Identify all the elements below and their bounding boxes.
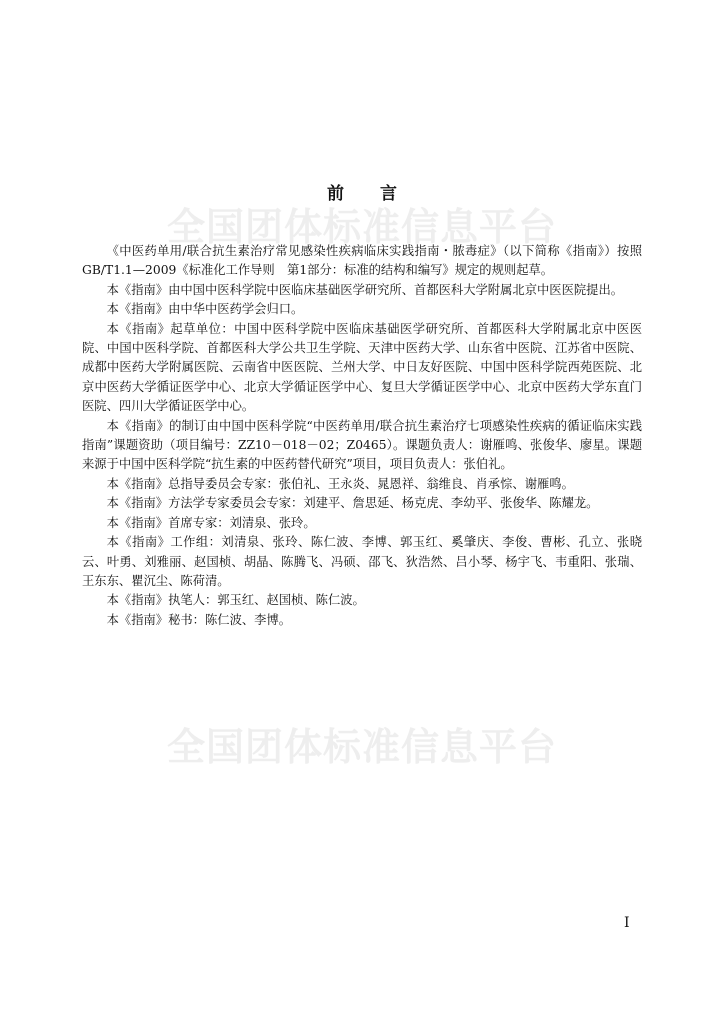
preface-body — [82, 242, 642, 630]
paragraph-proposer: 本《指南》由中国中医科学院中医临床基础医学研究所、首都医科大学附属北京中医医院提出。 — [106, 282, 624, 297]
paragraph-drafting-units: 本《指南》起草单位：中国中医科学院中医临床基础医学研究所、首都医科大学附属北京中医医院、中国中医科学院、首都医科大学公共卫生学院、天津中医药大学、山东省中医院、江苏省中医院、成都中医药大学附属医院、云南省中医医院、兰州大学、中日友好医院、中国中医科学院西苑医院、北京中医药大学循证医学中心、北京大学循证医学中心、复旦大学循证医学中心、北京中医药大学东直门医院、四川大学循证医学中心。 — [82, 321, 642, 414]
paragraph-funding: 本《指南》的制订由中国中医科学院“中医药单用/联合抗生素治疗七项感染性疾病的循证临床实践指南”课题资助（项目编号：ZZ10－018－02；Z0465）。课题负责人：谢雁鸣、张俊华、廖星。课题来源于中国中医科学院“抗生素的中医药替代研究”项目，项目负责人：张伯礼。 — [82, 418, 642, 472]
page-number: I — [624, 915, 630, 931]
watermark-top: 全国团体标准信息平台 — [166, 205, 557, 249]
page-title: 前言 — [327, 184, 433, 205]
paragraph-working-group: 本《指南》工作组：刘清泉、张玲、陈仁波、李博、郭玉红、奚肇庆、李俊、曹彬、孔立、张晓云、叶勇、刘雅丽、赵国桢、胡晶、陈腾飞、冯硕、邵飞、狄浩然、吕小琴、杨宇飞、韦重阳、张瑞、王东东、瞿沉尘、陈荷清。 — [82, 535, 642, 588]
watermark-bottom: 全国团体标准信息平台 — [166, 725, 557, 769]
paragraph-methodology-committee: 本《指南》方法学专家委员会专家：刘建平、詹思延、杨克虎、李幼平、张俊华、陈耀龙。 — [106, 496, 599, 511]
paragraph-centralized-by: 本《指南》由中华中医药学会归口。 — [106, 302, 304, 317]
paragraph-steering-committee: 本《指南》总指导委员会专家：张伯礼、王永炎、晁恩祥、翁维良、肖承悰、谢雁鸣。 — [106, 476, 574, 491]
paragraph-writers: 本《指南》执笔人：郭玉红、赵国桢、陈仁波。 — [106, 593, 365, 608]
paragraph-chief-experts: 本《指南》首席专家：刘清泉、张玲。 — [106, 515, 316, 530]
paragraph-drafting-rules: 《中医药单用/联合抗生素治疗常见感染性疾病临床实践指南・脓毒症》（以下简称《指南》）按照GB/T1.1—2009《标准化工作导则 第1部分：标准的结构和编写》规定的规则起草。 — [82, 244, 642, 278]
paragraph-secretaries: 本《指南》秘书：陈仁波、李博。 — [106, 612, 292, 627]
